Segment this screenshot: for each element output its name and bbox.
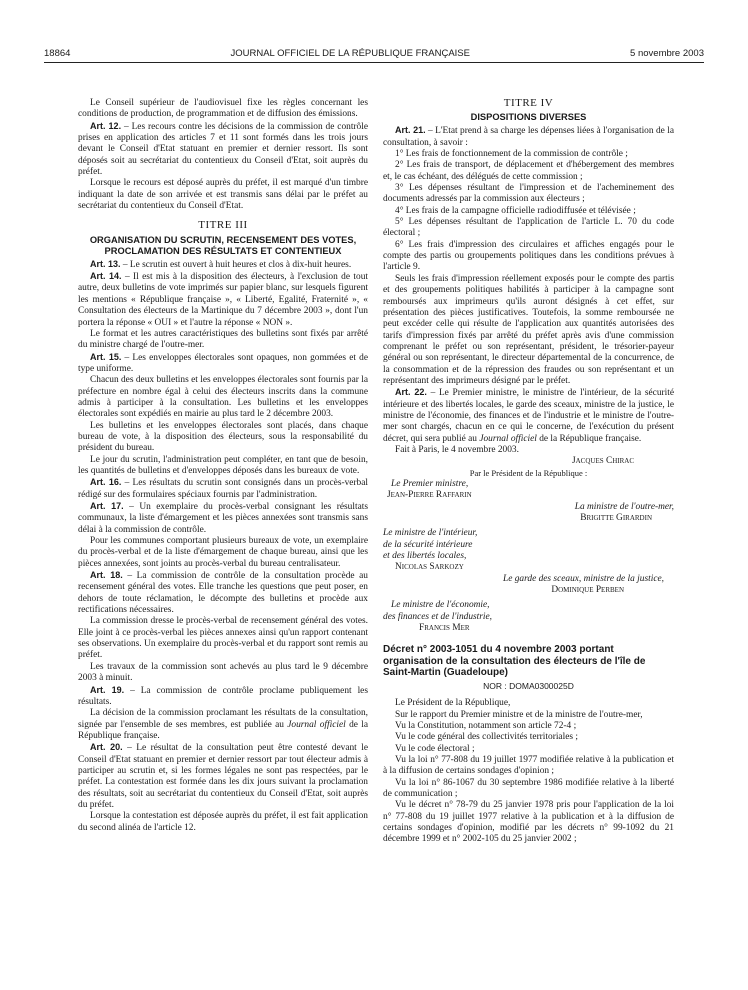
paragraph: Lorsque la contestation est déposée auprès du préfet, il est fait application du second alinéa de l'article 12. <box>78 811 368 833</box>
article-21: Art. 21. – L'Etat prend à sa charge les dépenses liées à l'organisation de la consultation, à savoir : <box>383 125 674 148</box>
signature-pm-name: Jean-Pierre Raffarin <box>387 490 472 501</box>
nor-reference: NOR : DOMA0300025D <box>483 680 574 691</box>
par-le-president: Par le Président de la République : <box>469 467 588 478</box>
paragraph: La commission dresse le procès-verbal de recensement général des votes. Elle joint à ce procès-verbal les pièces annexes ainsi qu'un rapport contenant ses observations. Un exemplaire du procès-verbal et du rapport sont remis au préfet. <box>78 616 368 661</box>
paragraph: Vu la loi n° 77-808 du 19 juillet 1977 modifiée relative à la publication et à la diffusion de certains sondages d'opinion ; <box>383 755 674 777</box>
signature-pm-title: Le Premier ministre, <box>391 479 469 489</box>
list-item: 1° Les frais de fonctionnement de la commission de contrôle ; <box>395 149 628 160</box>
paragraph: Seuls les frais d'impression réellement exposés pour le compte des partis et des groupements politiques habilités à participer à la campagne sont remboursés aux imprimeurs qu'ils auront désignés à cet effet, sur présentation des pièces justificatives. Toutefois, la somme remboursée ne peut excéder celle qui résulte de l'application aux quantités autorisées des tarifs d'impression fixés par arrêté du préfet après avis d'une commission comprenant le préfet ou son représentant, président, le trésorier-payeur général ou son représentant, le directeur départemental de la concurrence, de la consommation et de la répression des fraudes ou son représentant et un représentant des imprimeurs désigné par le préfet. <box>383 273 674 386</box>
signature-president: Jacques Chirac <box>571 456 634 467</box>
signature-eco-title: Le ministre de l'économie, <box>391 600 490 611</box>
paragraph: Pour les communes comportant plusieurs bureaux de vote, un exemplaire du procès-verbal et de la liste d'émargement de chaque bureau, ainsi que les pièces annexées, sont joints au procès-verbal du bureau centralisateur. <box>78 536 368 569</box>
signature-int-name: Nicolas Sarkozy <box>395 562 464 573</box>
journal-officiel-ref: Journal officiel <box>479 433 537 444</box>
article-22: Art. 22. – Le Premier ministre, le ministre de l'intérieur, de la sécurité intérieure et des libertés locales, le garde des sceaux, ministre de la justice, le ministre de l'économie, des finances et de l'industrie et le ministre de l'outre-mer sont chargés, chacun en ce qui le concerne, de l'exécution du présent décret, qui sera publié au Journal officiel de la République française. <box>383 387 674 444</box>
signature-just-title: Le garde des sceaux, ministre de la justice, <box>503 573 664 584</box>
article-17: Art. 17. – Un exemplaire du procès-verbal consignant les résultats communaux, la liste d'émargement et les pièces annexées sont transmis sans délai à la commission de contrôle. <box>78 501 368 535</box>
list-item: 2° Les frais de transport, de déplacement et d'hébergement des membres et, le cas échéant, des délégués de cette commission ; <box>383 160 674 182</box>
paragraph: Vu la Constitution, notamment son article 72-4 ; <box>395 721 577 731</box>
page-header <box>44 48 704 59</box>
list-item: 5° Les dépenses résultant de l'application de l'article L. 70 du code électoral ; <box>383 217 674 239</box>
left-column <box>78 98 368 834</box>
issue-date: 5 novembre 2003 <box>630 48 704 59</box>
paragraph: Vu le décret n° 78-79 du 25 janvier 1978 pris pour l'application de la loi n° 77-808 du 19 juillet 1977 relative à la publication et à la diffusion de certains sondages d'opinion, modifié par les décrets n° 99-1092 du 21 décembre 1999 et n° 2002-105 du 25 janvier 2002 ; <box>383 800 674 845</box>
paragraph: Lorsque le recours est déposé auprès du préfet, il est marqué d'un timbre indiquant la date de son arrivée et est transmis sans délai par le préfet au secrétariat du contentieux du Conseil d'Etat. <box>78 178 368 212</box>
signature-eco-name: Francis Mer <box>419 623 470 634</box>
article-16: Art. 16. – Les résultats du scrutin sont consignés dans un procès-verbal rédigé sur des formulaires spéciaux fournis par l'administration. <box>78 477 369 500</box>
article-15: Art. 15. – Les enveloppes électorales sont opaques, non gommées et de type uniforme. <box>78 351 368 374</box>
article-19: Art. 19. – La commission de contrôle proclame publiquement les résultats. <box>78 684 368 707</box>
article-12: Art. 12. – Les recours contre les décisions de la commission de contrôle prises en application des articles 7 et 11 sont formés dans les trois jours devant le Conseil d'Etat statuant en premier et dernier ressort. Ils sont déposés soit au secrétariat du contentieux du Conseil d'Etat, soit auprès du préfet. <box>78 120 368 178</box>
signature-int-title: Le ministre de l'intérieur, <box>383 528 478 539</box>
journal-title: JOURNAL OFFICIEL DE LA RÉPUBLIQUE FRANÇAISE <box>230 48 470 59</box>
paragraph: Le Président de la République, <box>395 698 511 709</box>
signature-om-title: La ministre de l'outre-mer, <box>574 501 674 512</box>
header-rule <box>44 62 704 63</box>
list-item: 4° Les frais de la campagne officielle radiodiffusée et télévisée ; <box>395 205 636 216</box>
paragraph: Le jour du scrutin, l'administration peut compléter, en tant que de besoin, les quantités de bulletins et d'enveloppes déposés dans les bureaux de vote. <box>78 454 368 476</box>
article-13: Art. 13. – Le scrutin est ouvert à huit heures et clos à dix-huit heures. <box>90 258 352 270</box>
journal-officiel-ref: Journal officiel <box>287 719 346 730</box>
paragraph: Le format et les autres caractéristiques des bulletins sont fixés par arrêté du ministre chargé de l'outre-mer. <box>78 328 368 351</box>
decree-title: Décret n° 2003-1051 du 4 novembre 2003 portant organisation de la consultation des électeurs de l'île de Saint-Martin (Guadeloupe) <box>383 644 646 679</box>
right-column <box>383 98 674 846</box>
paragraph: La décision de la commission proclamant les résultats de la consultation, signée par l'ensemble de ses membres, est publiée au Journal officiel de la République française. <box>78 708 368 741</box>
page-number: 18864 <box>44 48 71 59</box>
section-heading: ORGANISATION DU SCRUTIN, RECENSEMENT DES VOTES, PROCLAMATION DES RÉSULTATS ET CONTENTIEUX <box>89 234 357 256</box>
list-item: 6° Les frais d'impression des circulaires et affiches engagés pour le compte des partis ou groupements politiques dans les conditions prévues à l'article 9. <box>383 239 674 273</box>
signature-eco-title: des finances et de l'industrie, <box>383 611 493 622</box>
fait-a-paris: Fait à Paris, le 4 novembre 2003. <box>395 444 519 455</box>
signature-int-title: et des libertés locales, <box>383 551 467 562</box>
signature-om-name: Brigitte Girardin <box>580 513 652 524</box>
article-18: Art. 18. – La commission de contrôle de la consultation procède au recensement général des votes. Elle tranche les questions que peut poser, en dehors de toute réclamation, le décompte des bulletins et procède aux rectifications nécessaires. <box>78 570 368 616</box>
paragraph: Sur le rapport du Premier ministre et de la ministre de l'outre-mer, <box>395 709 643 720</box>
section-heading: DISPOSITIONS DIVERSES <box>470 112 587 123</box>
signature-just-name: Dominique Perben <box>551 585 624 596</box>
signature-int-title: de la sécurité intérieure <box>383 539 473 550</box>
titre-4: TITRE IV <box>503 97 554 109</box>
article-label: Art. 12. <box>90 120 122 131</box>
article-14: Art. 14. – Il est mis à la disposition des électeurs, à l'exclusion de tout autre, deux bulletins de vote imprimés sur papier blanc, sur lesquels figurent les mentions « République française », « Liberté, Egalité, Fraternité », « Consultation des électeurs de la Martinique du 7 décembre 2003 », dont l'un portera la réponse « OUI » et l'autre la réponse « NON ». <box>78 271 368 328</box>
paragraph: Le Conseil supérieur de l'audiovisuel fixe les règles concernant les conditions de production, de programmation et de diffusion des émissions. <box>78 98 368 120</box>
paragraph: Chacun des deux bulletins et les enveloppes électorales sont fournis par la préfecture en nombre égal à celui des électeurs inscrits dans la commune admis à participer à la consultation. Les bulletins et les enveloppes électorales sont expédiés en mairie au plus tard le 2 décembre 2003. <box>78 375 368 420</box>
paragraph: Vu le code général des collectivités territoriales ; <box>395 732 578 743</box>
article-20: Art. 20. – Le résultat de la consultation peut être contesté devant le Conseil d'Etat statuant en premier et dernier ressort par tout électeur admis à participer au scrutin et, si les formes légales ne sont pas respectées, par le préfet. La contestation est formée dans les dix jours suivant la proclamation des résultats, soit au secrétariat du contentieux du Conseil d'Etat, soit auprès du préfet. <box>78 742 368 810</box>
paragraph: Les bulletins et les enveloppes électorales sont placés, dans chaque bureau de vote, à la disposition des électeurs, sous la responsabilité du président du bureau. <box>78 420 368 454</box>
list-item: 3° Les dépenses résultant de l'impression et de l'acheminement des documents adressés par la commission aux électeurs ; <box>383 183 674 205</box>
titre-3: TITRE III <box>198 219 248 232</box>
paragraph: Vu le code électoral ; <box>395 743 475 754</box>
paragraph: Les travaux de la commission sont achevés au plus tard le 9 décembre 2003 à minuit. <box>78 661 368 684</box>
paragraph: Vu la loi n° 86-1067 du 30 septembre 1986 modifiée relative à la liberté de communication ; <box>383 777 674 800</box>
